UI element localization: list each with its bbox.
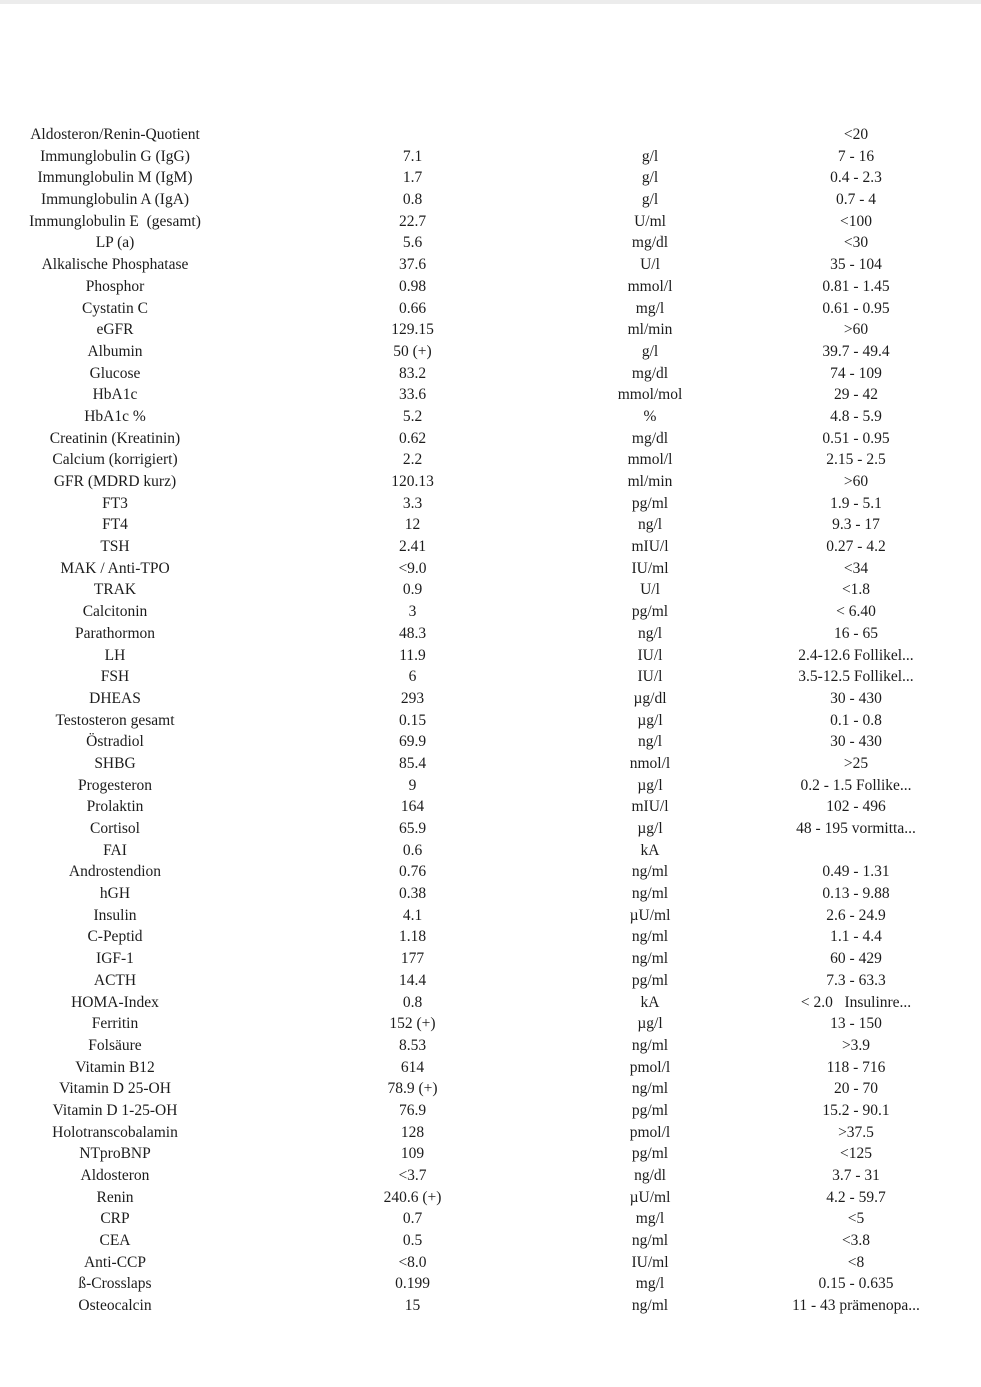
analyte-name-cell: SHBG xyxy=(94,754,136,772)
table-row xyxy=(0,1035,981,1057)
table-row xyxy=(0,905,981,927)
analyte-name-cell: Glucose xyxy=(89,364,141,382)
analyte-name-cell: FT3 xyxy=(102,494,128,512)
analyte-name-cell: Androstendion xyxy=(68,863,162,881)
table-row xyxy=(0,406,981,428)
result-value-cell: 8.53 xyxy=(398,1036,427,1054)
unit-cell: ng/ml xyxy=(631,950,669,968)
table-row xyxy=(0,645,981,667)
result-value-cell: 240.6 (+) xyxy=(383,1188,442,1206)
result-value-cell: 3 xyxy=(408,603,417,621)
result-value-cell: 6 xyxy=(408,668,417,686)
unit-cell: mmol/l xyxy=(627,277,673,295)
analyte-name-cell: DHEAS xyxy=(89,689,141,707)
table-row xyxy=(0,666,981,688)
table-row xyxy=(0,1230,981,1252)
result-value-cell: <8.0 xyxy=(398,1253,427,1271)
result-value-cell: 0.8 xyxy=(402,993,423,1011)
reference-range-cell: 0.51 - 0.95 xyxy=(822,429,890,447)
reference-range-cell: 0.61 - 0.95 xyxy=(822,299,890,317)
analyte-name-cell: Calcitonin xyxy=(82,603,148,621)
result-value-cell: 0.199 xyxy=(395,1275,430,1293)
analyte-name-cell: MAK / Anti-TPO xyxy=(60,559,170,577)
reference-range-cell: < 6.40 xyxy=(836,603,876,621)
reference-range-cell: 60 - 429 xyxy=(830,950,882,968)
reference-range-cell: 118 - 716 xyxy=(826,1058,886,1076)
unit-cell: kA xyxy=(640,993,660,1011)
result-value-cell: 48.3 xyxy=(398,624,427,642)
table-row xyxy=(0,124,981,146)
reference-range-cell: <1.8 xyxy=(841,581,871,599)
table-row xyxy=(0,232,981,254)
result-value-cell: 11.9 xyxy=(399,646,426,664)
reference-range-cell: <3.8 xyxy=(841,1232,871,1250)
analyte-name-cell: C-Peptid xyxy=(87,928,143,946)
reference-range-cell: 2.6 - 24.9 xyxy=(826,906,886,924)
reference-range-cell: 7.3 - 63.3 xyxy=(826,971,886,989)
reference-range-cell: >37.5 xyxy=(838,1123,874,1141)
analyte-name-cell: GFR (MDRD kurz) xyxy=(53,473,177,490)
unit-cell: mIU/l xyxy=(631,538,669,556)
analyte-name-cell: HbA1c % xyxy=(84,407,146,425)
reference-range-cell: 1.1 - 4.4 xyxy=(830,928,882,946)
unit-cell: g/l xyxy=(641,342,659,360)
table-row xyxy=(0,1057,981,1079)
result-value-cell: 85.4 xyxy=(398,754,427,772)
table-row xyxy=(0,1078,981,1100)
analyte-name-cell: hGH xyxy=(99,885,131,903)
reference-range-cell: <20 xyxy=(843,126,869,143)
reference-range-cell: 2.4-12.6 Follikel... xyxy=(798,646,914,664)
result-value-cell: 120.13 xyxy=(391,473,434,490)
unit-cell: IU/ml xyxy=(631,1253,669,1271)
table-row xyxy=(0,276,981,298)
analyte-name-cell: ACTH xyxy=(93,971,137,989)
result-value-cell: 83.2 xyxy=(398,364,427,382)
reference-range-cell: 48 - 195 vormitta... xyxy=(796,820,916,837)
result-value-cell: 177 xyxy=(400,950,425,968)
unit-cell: ng/ml xyxy=(631,1080,669,1098)
result-value-cell: 5.2 xyxy=(402,407,423,425)
table-row xyxy=(0,298,981,320)
result-value-cell: 4.1 xyxy=(402,906,423,924)
analyte-name-cell: Cystatin C xyxy=(82,299,148,317)
reference-range-cell: 39.7 - 49.4 xyxy=(822,342,890,360)
result-value-cell: 164 xyxy=(400,798,425,816)
result-value-cell: 1.18 xyxy=(398,928,427,946)
table-row xyxy=(0,1100,981,1122)
unit-cell: g/l xyxy=(641,147,659,165)
lab-results-table xyxy=(0,124,981,1317)
reference-range-cell: 102 - 496 xyxy=(826,798,886,816)
table-row xyxy=(0,926,981,948)
page-top-strip xyxy=(0,0,981,4)
unit-cell: ng/l xyxy=(637,516,663,534)
table-row xyxy=(0,883,981,905)
unit-cell: pg/ml xyxy=(631,971,669,989)
reference-range-cell: 16 - 65 xyxy=(834,624,878,642)
table-row xyxy=(0,579,981,601)
reference-range-cell: 3.7 - 31 xyxy=(832,1167,880,1184)
table-row xyxy=(0,514,981,536)
result-value-cell: 109 xyxy=(400,1145,425,1163)
unit-cell: mmol/mol xyxy=(617,386,683,404)
table-row xyxy=(0,1165,981,1187)
analyte-name-cell: Phosphor xyxy=(85,277,145,295)
table-row xyxy=(0,167,981,189)
unit-cell: µg/l xyxy=(637,820,663,837)
table-row xyxy=(0,319,981,341)
reference-range-cell: >3.9 xyxy=(841,1036,871,1054)
analyte-name-cell: Immunglobulin M (IgM) xyxy=(37,169,193,187)
result-value-cell: 2.2 xyxy=(402,451,423,469)
result-value-cell: 12 xyxy=(404,516,421,534)
unit-cell: ng/ml xyxy=(631,885,669,903)
reference-range-cell: 7 - 16 xyxy=(837,147,875,165)
reference-range-cell: <8 xyxy=(847,1253,865,1271)
analyte-name-cell: Immunglobulin G (IgG) xyxy=(40,147,190,165)
table-row xyxy=(0,861,981,883)
table-row xyxy=(0,363,981,385)
unit-cell: pg/ml xyxy=(631,603,669,621)
result-value-cell: 128 xyxy=(400,1123,425,1141)
unit-cell: µU/ml xyxy=(629,1188,671,1206)
table-row xyxy=(0,731,981,753)
analyte-name-cell: Vitamin D 25-OH xyxy=(59,1080,171,1098)
table-row xyxy=(0,536,981,558)
result-value-cell: 0.7 xyxy=(402,1210,423,1228)
result-value-cell: 1.7 xyxy=(402,169,423,187)
unit-cell: ng/dl xyxy=(634,1167,666,1184)
result-value-cell: 78.9 (+) xyxy=(387,1080,438,1098)
unit-cell: µg/dl xyxy=(633,689,667,707)
analyte-name-cell: Renin xyxy=(96,1188,134,1206)
analyte-name-cell: FSH xyxy=(100,668,130,686)
unit-cell: mg/dl xyxy=(631,429,669,447)
result-value-cell: 14.4 xyxy=(398,971,427,989)
table-row xyxy=(0,970,981,992)
result-value-cell: <3.7 xyxy=(398,1167,427,1184)
table-row xyxy=(0,710,981,732)
table-row xyxy=(0,341,981,363)
result-value-cell: 5.6 xyxy=(402,234,423,252)
reference-range-cell: 4.8 - 5.9 xyxy=(830,407,882,425)
result-value-cell: 0.5 xyxy=(402,1232,423,1250)
reference-range-cell: >60 xyxy=(843,321,869,339)
unit-cell: IU/l xyxy=(637,668,663,686)
table-row xyxy=(0,471,981,493)
analyte-name-cell: LH xyxy=(104,646,126,664)
reference-range-cell: 11 - 43 prämenopa... xyxy=(792,1297,920,1315)
result-value-cell: 293 xyxy=(400,689,425,707)
reference-range-cell: >25 xyxy=(843,754,869,772)
reference-range-cell: 30 - 430 xyxy=(830,733,882,751)
result-value-cell: 37.6 xyxy=(398,256,427,274)
unit-cell: µg/l xyxy=(637,776,663,794)
analyte-name-cell: Prolaktin xyxy=(86,798,144,816)
reference-range-cell: 15.2 - 90.1 xyxy=(822,1101,890,1119)
table-row xyxy=(0,1273,981,1295)
table-row xyxy=(0,558,981,580)
reference-range-cell: 0.15 - 0.635 xyxy=(818,1275,894,1293)
result-value-cell: 0.6 xyxy=(402,841,423,859)
reference-range-cell: 13 - 150 xyxy=(830,1015,882,1033)
unit-cell: U/ml xyxy=(634,212,666,230)
table-row xyxy=(0,146,981,168)
unit-cell: ml/min xyxy=(627,321,673,339)
analyte-name-cell: NTproBNP xyxy=(79,1145,151,1163)
result-value-cell: 0.76 xyxy=(398,863,427,881)
unit-cell: mg/l xyxy=(635,1275,665,1293)
unit-cell: mg/dl xyxy=(631,234,669,252)
unit-cell: mIU/l xyxy=(631,798,669,816)
result-value-cell: 0.98 xyxy=(398,277,427,295)
table-row xyxy=(0,1143,981,1165)
analyte-name-cell: Aldosteron/Renin-Quotient xyxy=(30,126,200,143)
analyte-name-cell: Anti-CCP xyxy=(83,1253,146,1271)
reference-range-cell: <100 xyxy=(840,212,872,230)
result-value-cell: 3.3 xyxy=(402,494,423,512)
result-value-cell: 0.15 xyxy=(398,711,427,729)
analyte-name-cell: HbA1c xyxy=(92,386,138,404)
result-value-cell: 33.6 xyxy=(398,386,427,404)
result-value-cell: 76.9 xyxy=(398,1101,427,1119)
table-row xyxy=(0,189,981,211)
analyte-name-cell: Vitamin D 1-25-OH xyxy=(52,1101,178,1119)
table-row xyxy=(0,211,981,233)
analyte-name-cell: Albumin xyxy=(87,342,143,360)
result-value-cell: 152 (+) xyxy=(389,1015,436,1033)
unit-cell: pmol/l xyxy=(629,1058,671,1076)
unit-cell: ng/ml xyxy=(631,1232,669,1250)
result-value-cell: 69.9 xyxy=(398,733,427,751)
unit-cell: mmol/l xyxy=(627,451,673,469)
analyte-name-cell: Progesteron xyxy=(77,776,153,794)
table-row xyxy=(0,796,981,818)
reference-range-cell: 0.13 - 9.88 xyxy=(822,885,890,903)
reference-range-cell: 35 - 104 xyxy=(830,256,882,274)
table-row xyxy=(0,1295,981,1317)
unit-cell: pg/ml xyxy=(631,494,669,512)
unit-cell: pg/ml xyxy=(631,1145,669,1163)
result-value-cell: 0.8 xyxy=(402,191,423,209)
unit-cell: ng/ml xyxy=(631,1297,669,1315)
analyte-name-cell: Holotranscobalamin xyxy=(52,1123,178,1141)
unit-cell: ng/l xyxy=(637,733,663,751)
unit-cell: mg/dl xyxy=(631,364,669,382)
reference-range-cell: 0.27 - 4.2 xyxy=(826,538,886,556)
reference-range-cell: 0.1 - 0.8 xyxy=(830,711,882,729)
unit-cell: kA xyxy=(640,841,660,859)
analyte-name-cell: Calcium (korrigiert) xyxy=(52,451,178,469)
analyte-name-cell: TSH xyxy=(100,538,130,556)
reference-range-cell: 3.5-12.5 Follikel... xyxy=(798,668,914,686)
analyte-name-cell: ß-Crosslaps xyxy=(78,1275,152,1293)
result-value-cell: 7.1 xyxy=(402,147,423,165)
table-row xyxy=(0,948,981,970)
result-value-cell: 129.15 xyxy=(391,321,434,339)
unit-cell: µg/l xyxy=(637,711,663,729)
reference-range-cell: 29 - 42 xyxy=(834,386,878,404)
analyte-name-cell: Immunglobulin E (gesamt) xyxy=(29,212,201,230)
unit-cell: % xyxy=(643,407,657,425)
unit-cell: g/l xyxy=(641,191,659,209)
result-value-cell: 0.9 xyxy=(402,581,423,599)
table-row xyxy=(0,623,981,645)
analyte-name-cell: Folsäure xyxy=(88,1036,142,1054)
analyte-name-cell: CEA xyxy=(99,1232,131,1250)
reference-range-cell: 1.9 - 5.1 xyxy=(830,494,882,512)
unit-cell: IU/l xyxy=(637,646,663,664)
unit-cell: ml/min xyxy=(627,473,673,490)
unit-cell: IU/ml xyxy=(631,559,669,577)
analyte-name-cell: CRP xyxy=(100,1210,130,1228)
reference-range-cell: <5 xyxy=(847,1210,865,1228)
table-row xyxy=(0,992,981,1014)
analyte-name-cell: Creatinin (Kreatinin) xyxy=(49,429,181,447)
result-value-cell: 0.38 xyxy=(398,885,427,903)
table-row xyxy=(0,1013,981,1035)
table-row xyxy=(0,254,981,276)
result-value-cell: 65.9 xyxy=(398,820,427,837)
reference-range-cell: 0.2 - 1.5 Follike... xyxy=(800,776,912,794)
analyte-name-cell: Cortisol xyxy=(90,820,140,837)
table-row xyxy=(0,775,981,797)
reference-range-cell: 2.15 - 2.5 xyxy=(826,451,886,469)
reference-range-cell: >60 xyxy=(843,473,869,490)
analyte-name-cell: LP (a) xyxy=(95,234,135,252)
result-value-cell: 0.62 xyxy=(398,429,427,447)
unit-cell: ng/ml xyxy=(631,928,669,946)
unit-cell: µg/l xyxy=(637,1015,663,1033)
table-row xyxy=(0,493,981,515)
table-row xyxy=(0,1122,981,1144)
reference-range-cell: <34 xyxy=(843,559,869,577)
unit-cell: pmol/l xyxy=(629,1123,671,1141)
analyte-name-cell: Aldosteron xyxy=(80,1167,150,1184)
unit-cell: nmol/l xyxy=(629,754,671,772)
reference-range-cell: 0.81 - 1.45 xyxy=(822,277,890,295)
reference-range-cell: 74 - 109 xyxy=(830,364,882,382)
unit-cell: ng/ml xyxy=(631,1036,669,1054)
analyte-name-cell: Osteocalcin xyxy=(78,1297,152,1315)
analyte-name-cell: Insulin xyxy=(93,906,137,924)
table-row xyxy=(0,753,981,775)
table-row xyxy=(0,384,981,406)
table-row xyxy=(0,1187,981,1209)
analyte-name-cell: IGF-1 xyxy=(96,950,134,968)
result-value-cell: 15 xyxy=(404,1297,421,1315)
reference-range-cell: 9.3 - 17 xyxy=(832,516,880,534)
result-value-cell: 50 (+) xyxy=(393,342,432,360)
reference-range-cell: 30 - 430 xyxy=(830,689,882,707)
result-value-cell: 9 xyxy=(408,776,417,794)
unit-cell: mg/l xyxy=(635,1210,665,1228)
result-value-cell: 614 xyxy=(400,1058,425,1076)
analyte-name-cell: Ferritin xyxy=(91,1015,139,1033)
analyte-name-cell: Vitamin B12 xyxy=(75,1058,155,1076)
unit-cell: µU/ml xyxy=(629,906,671,924)
reference-range-cell: 4.2 - 59.7 xyxy=(826,1188,886,1206)
reference-range-cell: 0.49 - 1.31 xyxy=(822,863,890,881)
analyte-name-cell: Testosteron gesamt xyxy=(55,711,175,729)
analyte-name-cell: eGFR xyxy=(96,321,134,339)
analyte-name-cell: FT4 xyxy=(102,516,128,534)
table-row xyxy=(0,1252,981,1274)
unit-cell: g/l xyxy=(641,169,659,187)
analyte-name-cell: HOMA-Index xyxy=(71,993,159,1011)
analyte-name-cell: FAI xyxy=(103,841,127,859)
analyte-name-cell: Östradiol xyxy=(86,733,144,751)
unit-cell: U/l xyxy=(640,581,660,599)
reference-range-cell: <30 xyxy=(843,234,869,252)
analyte-name-cell: Parathormon xyxy=(74,624,156,642)
reference-range-cell: < 2.0 Insulinre... xyxy=(800,993,912,1011)
reference-range-cell: <125 xyxy=(840,1145,872,1163)
reference-range-cell: 0.4 - 2.3 xyxy=(830,169,882,187)
table-row xyxy=(0,601,981,623)
result-value-cell: <9.0 xyxy=(398,559,427,577)
reference-range-cell: 20 - 70 xyxy=(834,1080,878,1098)
table-row xyxy=(0,840,981,862)
unit-cell: pg/ml xyxy=(631,1101,669,1119)
reference-range-cell: 0.7 - 4 xyxy=(835,191,877,209)
table-row xyxy=(0,1208,981,1230)
unit-cell: ng/ml xyxy=(631,863,669,881)
unit-cell: mg/l xyxy=(635,299,665,317)
table-row xyxy=(0,688,981,710)
analyte-name-cell: TRAK xyxy=(93,581,137,599)
analyte-name-cell: Immunglobulin A (IgA) xyxy=(40,191,190,209)
result-value-cell: 2.41 xyxy=(398,538,427,556)
analyte-name-cell: Alkalische Phosphatase xyxy=(41,256,189,274)
unit-cell: U/l xyxy=(640,256,660,274)
result-value-cell: 22.7 xyxy=(398,212,427,230)
table-row xyxy=(0,818,981,840)
result-value-cell: 0.66 xyxy=(398,299,427,317)
unit-cell: ng/l xyxy=(637,624,663,642)
table-row xyxy=(0,428,981,450)
table-row xyxy=(0,449,981,471)
